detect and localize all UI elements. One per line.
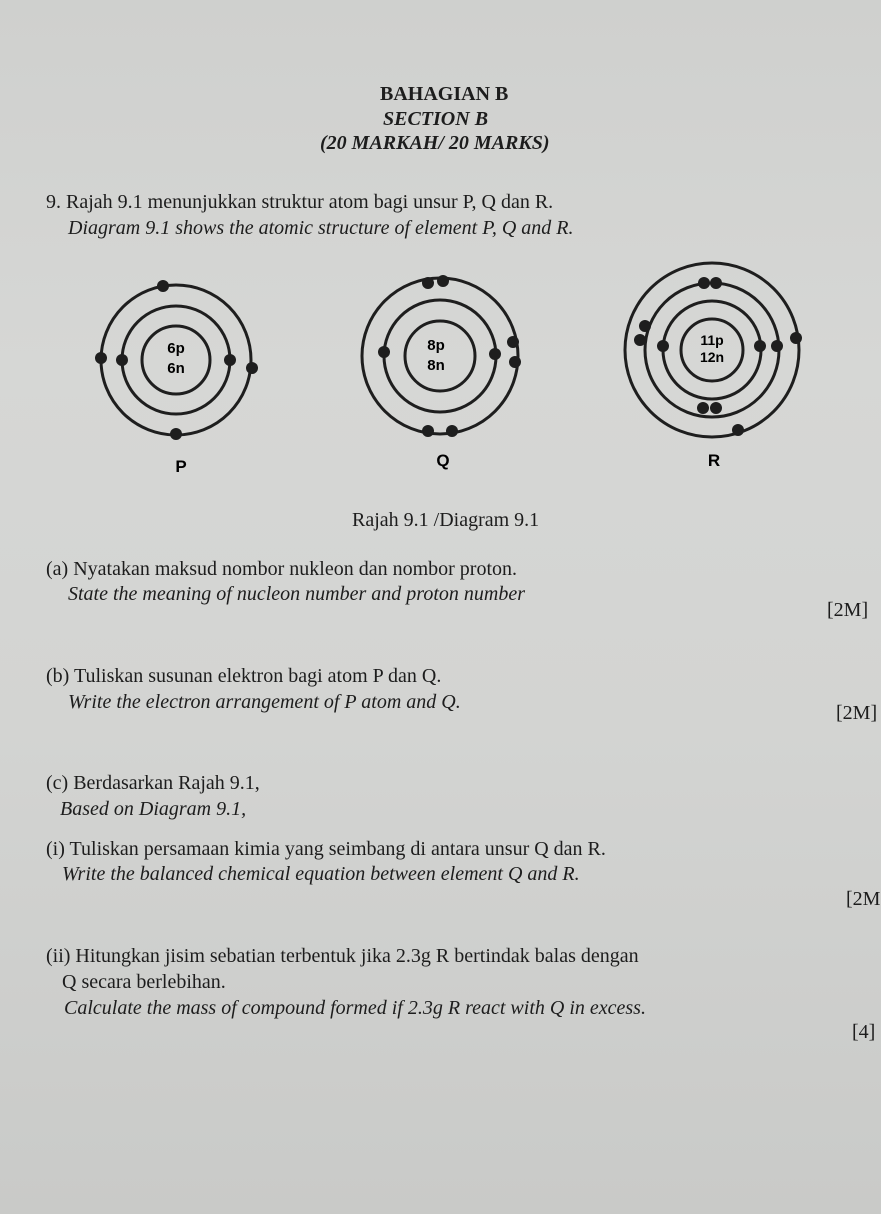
part-b-ms: (b) Tuliskan susunan elektron bagi atom P dan Q. <box>46 665 442 687</box>
part-c-ii-en: Calculate the mass of compound formed if 2.3g R react with Q in excess. <box>64 997 646 1019</box>
electron <box>710 277 722 289</box>
electron <box>378 346 390 358</box>
part-c-i-ms: (i) Tuliskan persamaan kimia yang seimbang di antara unsur Q dan R. <box>46 838 606 860</box>
electron <box>710 402 722 414</box>
part-c-en: Based on Diagram 9.1, <box>60 798 247 820</box>
electron <box>246 362 258 374</box>
section-title-ms: BAHAGIAN B <box>380 83 509 105</box>
atom-r <box>625 263 802 470</box>
part-c-ms: (c) Berdasarkan Rajah 9.1, <box>46 772 260 794</box>
section-marks: (20 MARKAH/ 20 MARKS) <box>320 132 550 154</box>
section-title-en: SECTION B <box>383 108 489 130</box>
part-a-ms: (a) Nyatakan maksud nombor nukleon dan nombor proton. <box>46 558 518 580</box>
atom-p-neutrons: 6n <box>167 360 185 377</box>
atom-r-label: R <box>707 451 721 470</box>
atom-p-label: P <box>175 457 187 476</box>
electron <box>754 340 766 352</box>
electron <box>95 352 107 364</box>
question-text-en: Diagram 9.1 shows the atomic structure of element P, Q and R. <box>68 217 574 239</box>
electron <box>422 277 434 289</box>
atom-r-protons: 11p <box>700 332 724 348</box>
electron <box>509 356 521 368</box>
nucleus-q <box>405 321 475 391</box>
electron <box>422 425 434 437</box>
part-c-ii-marks: [4] <box>852 1021 876 1043</box>
electron <box>170 428 182 440</box>
diagram-caption: Rajah 9.1 /Diagram 9.1 <box>352 509 540 531</box>
shell-q-inner <box>384 300 496 412</box>
part-c-ii-ms-line2: Q secara berlebihan. <box>62 971 226 993</box>
atom-q <box>362 275 521 470</box>
part-a-en: State the meaning of nucleon number and proton number <box>68 583 525 605</box>
atom-r-neutrons: 12n <box>699 349 725 365</box>
part-a-marks: [2M] <box>827 599 869 621</box>
electron <box>634 334 646 346</box>
electron <box>639 320 651 332</box>
electron <box>116 354 128 366</box>
electron <box>489 348 501 360</box>
electron <box>732 424 744 436</box>
part-b-en: Write the electron arrangement of P atom and Q. <box>68 691 461 713</box>
electron <box>437 275 449 287</box>
atom-q-neutrons: 8n <box>427 357 445 374</box>
part-c-i-marks: [2M <box>846 888 881 910</box>
part-b-marks: [2M] <box>836 702 878 724</box>
electron <box>771 340 783 352</box>
electron <box>507 336 519 348</box>
atom-q-label: Q <box>436 451 450 470</box>
part-c-ii-ms-line1: (ii) Hitungkan jisim sebatian terbentuk jika 2.3g R bertindak balas dengan <box>46 945 639 967</box>
electron <box>657 340 669 352</box>
electron <box>224 354 236 366</box>
electron <box>157 280 169 292</box>
atom-diagram <box>0 0 881 500</box>
electron <box>790 332 802 344</box>
question-text-ms: 9. Rajah 9.1 menunjukkan struktur atom bagi unsur P, Q dan R. <box>46 191 554 213</box>
atom-p <box>95 280 258 476</box>
electron <box>446 425 458 437</box>
part-c-i-en: Write the balanced chemical equation between element Q and R. <box>62 863 580 885</box>
electron <box>698 277 710 289</box>
electron <box>697 402 709 414</box>
atom-p-protons: 6p <box>167 340 185 357</box>
atom-q-protons: 8p <box>427 337 445 354</box>
